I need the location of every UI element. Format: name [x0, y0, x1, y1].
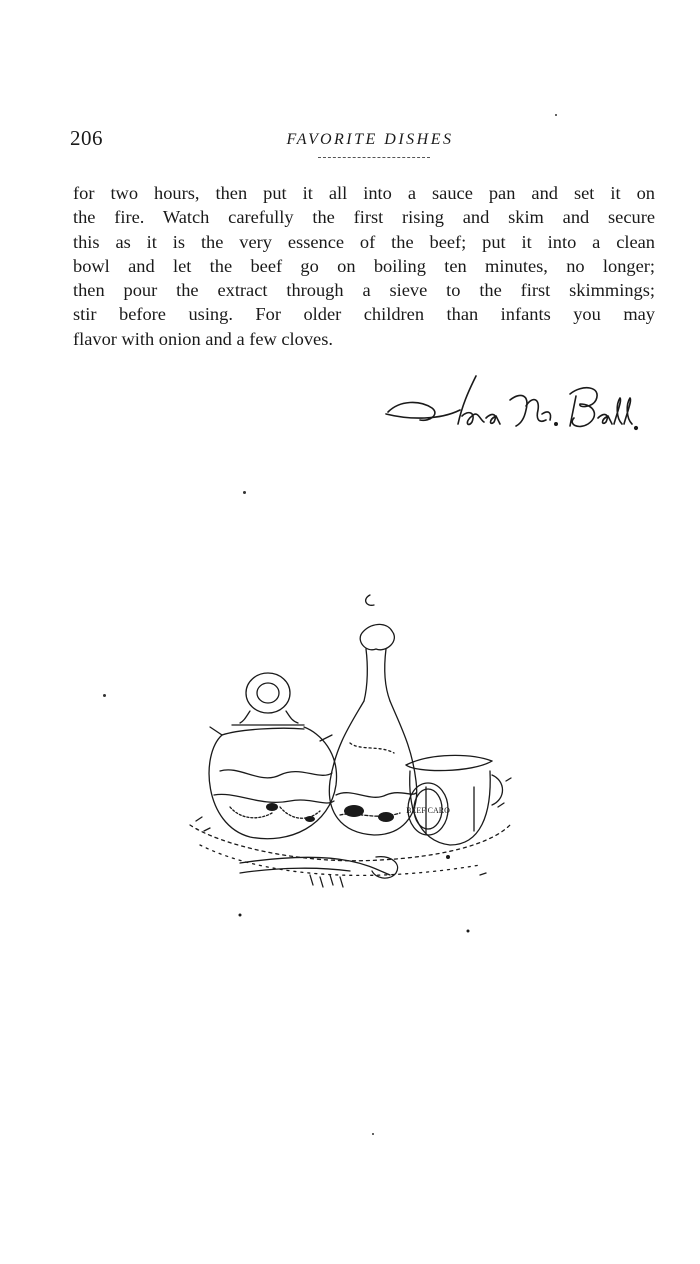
handwritten-signature	[380, 370, 640, 440]
print-speck	[372, 1133, 374, 1135]
text-line: bowl and let the beef go on boiling ten minutes, no longer;	[73, 255, 655, 276]
print-speck	[555, 114, 557, 116]
running-head: FAVORITE DISHES	[286, 131, 454, 148]
text-line: then pour the extract through a sieve to the first skimmings;	[73, 280, 655, 301]
text-line: for two hours, then put it all into a sauce pan and set it on	[73, 183, 655, 203]
text-line: stir before using. For older children than infants you may	[73, 304, 655, 325]
header-rule	[318, 157, 430, 158]
print-speck	[103, 694, 106, 697]
text-line: this as it is the very essence of the beef; put it into a clean	[73, 231, 655, 252]
still-life-illustration	[180, 575, 520, 945]
print-speck	[243, 491, 246, 494]
page-number: 206	[70, 126, 103, 150]
jar-label: BEEF CARO	[406, 806, 450, 815]
text-line: the fire. Watch carefully the first rising and skim and secure	[73, 207, 655, 228]
body-paragraph	[73, 181, 655, 351]
text-line: flavor with onion and a few cloves.	[73, 328, 333, 349]
